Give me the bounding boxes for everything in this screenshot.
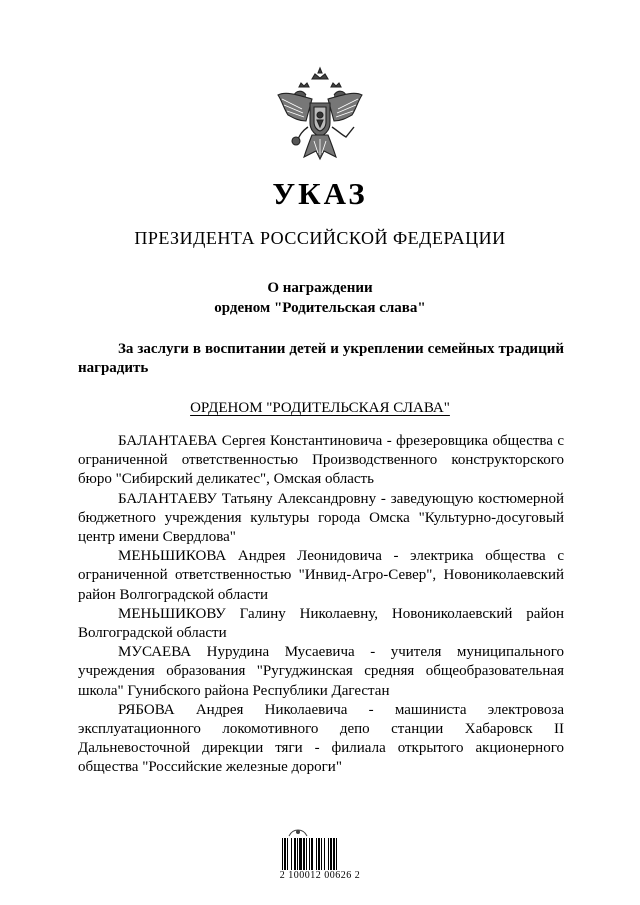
awardee-entry: БАЛАНТАЕВА Сергея Константиновича - фрезеровщика общества с ограниченной ответственностью Производственного конструкторского бюро "Сибирский деликатес", Омская область	[78, 433, 564, 488]
decree-subject-line-2: орденом "Родительская слава"	[214, 300, 426, 316]
document-title: УКАЗ	[272, 176, 368, 211]
decree-preamble: За заслуги в воспитании детей и укреплении семейных традиций наградить	[78, 341, 564, 376]
order-heading	[0, 400, 640, 417]
awardee-entry: БАЛАНТАЕВУ Татьяну Александровну - заведующую костюмерной бюджетного учреждения культуры города Омска "Культурно-досуговый центр имени Свердлова"	[78, 490, 564, 546]
order-heading-text: ОРДЕНОМ "РОДИТЕЛЬСКАЯ СЛАВА"	[190, 400, 450, 416]
barcode-icon	[282, 838, 356, 870]
document-subtitle: ПРЕЗИДЕНТА РОССИЙСКОЙ ФЕДЕРАЦИИ	[134, 228, 506, 248]
awardee-entry: МЕНЬШИКОВА Андрея Леонидовича - электрика общества с ограниченной ответственностью "Инвид-Агро-Север", Новониколаевский район Волгоградской области	[78, 548, 564, 603]
stamp-mark-icon	[287, 826, 309, 838]
barcode-number: 2 100012 00626 2	[279, 870, 361, 881]
awardee-entry: МУСАЕВА Нурудина Мусаевича - учителя муниципального учреждения образования "Ругуджинская средняя общеобразовательная школа" Гунибского района Республики Дагестан	[78, 644, 564, 699]
decree-subject	[0, 278, 640, 318]
awardee-entry: МЕНЬШИКОВУ Галину Николаевну, Новониколаевский район Волгоградской области	[78, 605, 564, 642]
russian-coat-of-arms-icon	[272, 65, 368, 165]
awardee-entry: РЯБОВА Андрея Николаевича - машиниста электровоза эксплуатационного локомотивного депо станции Хабаровск II Дальневосточной дирекции тяги - филиала открытого акционерного общества "Российские железные дороги"	[78, 701, 564, 776]
awardees-list	[78, 432, 564, 778]
decree-subject-line-1: О награждении	[267, 280, 373, 296]
